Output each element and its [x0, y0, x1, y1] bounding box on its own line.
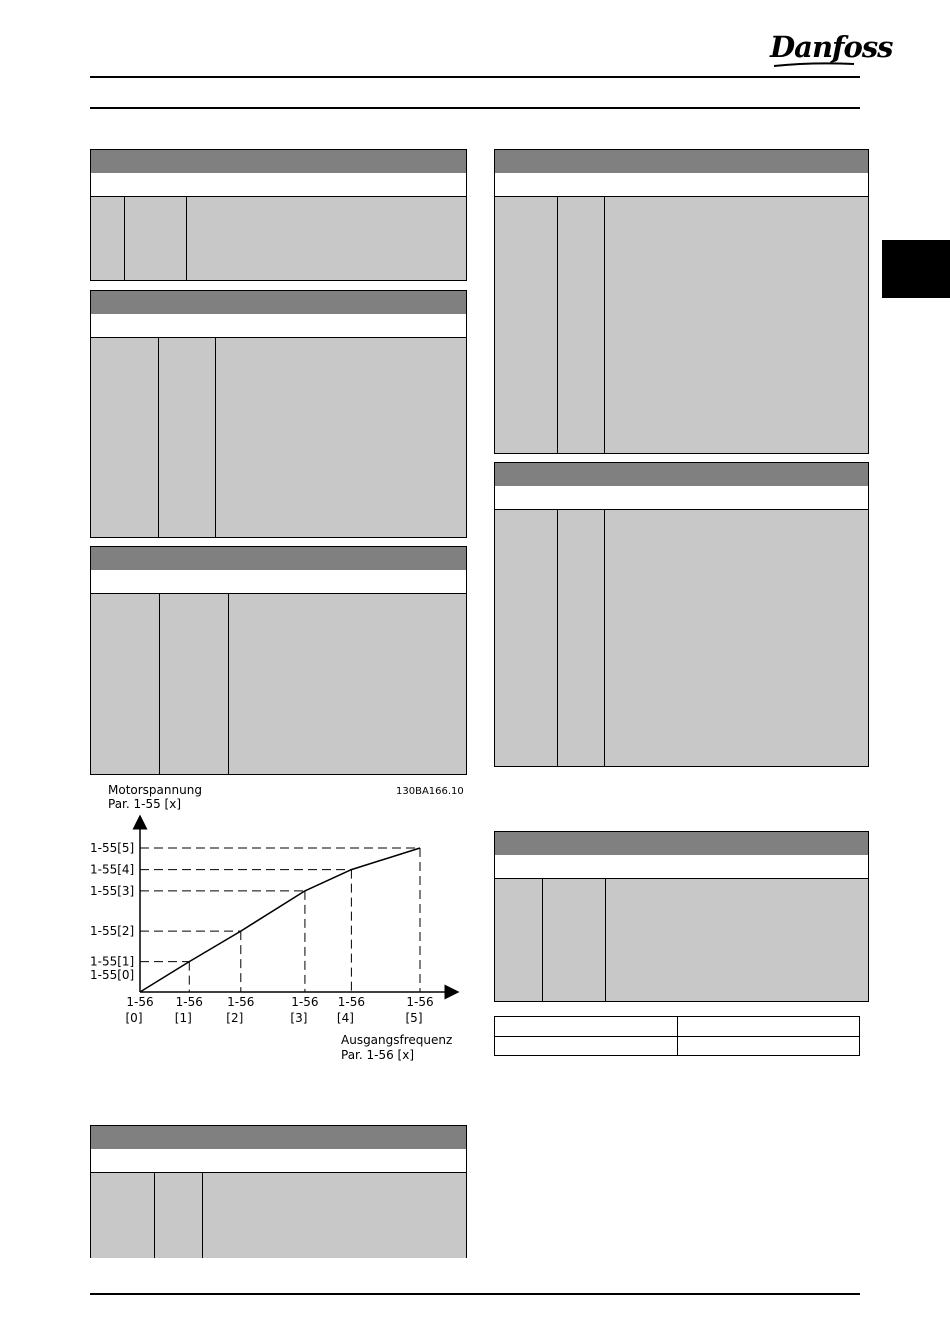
param-table-header	[495, 150, 868, 174]
param-table-header	[91, 150, 466, 174]
x-tick-index-4: [4]	[336, 1011, 354, 1025]
x-tick-index-1: [1]	[174, 1011, 192, 1025]
param-table-body	[91, 594, 466, 774]
column-divider	[124, 197, 125, 280]
param-table-2	[90, 290, 467, 538]
y-axis-label-line1: Motorspannung	[108, 783, 202, 797]
x-tick-index-5: [5]	[405, 1011, 423, 1025]
x-tick-label-0: 1-56	[126, 995, 154, 1009]
param-table-subheader	[91, 1149, 466, 1173]
param-table-subheader	[91, 570, 466, 594]
column-divider	[677, 1017, 678, 1055]
column-divider	[557, 197, 558, 453]
x-tick-label-1: 1-56	[175, 995, 203, 1009]
voltage-frequency-chart	[88, 780, 468, 1070]
param-table-4	[90, 1125, 467, 1258]
param-table-body	[91, 197, 466, 280]
chapter-tab	[882, 240, 950, 298]
y-tick-label-5: 1-55[5]	[90, 841, 135, 855]
x-tick-index-3: [3]	[290, 1011, 308, 1025]
param-table-body	[91, 338, 466, 537]
column-divider	[158, 338, 159, 537]
column-divider	[159, 594, 160, 774]
y-tick-label-2: 1-55[2]	[90, 924, 135, 939]
column-divider	[604, 510, 605, 766]
column-divider	[542, 879, 543, 1001]
column-divider	[186, 197, 187, 280]
param-table-7	[494, 831, 869, 1002]
logo-swoosh-icon	[772, 62, 856, 68]
param-table-6	[494, 462, 869, 767]
header-rule-top	[90, 76, 860, 78]
param-table-1	[90, 149, 467, 281]
param-table-subheader	[91, 314, 466, 338]
param-table-body	[495, 510, 868, 766]
param-table-body	[495, 197, 868, 453]
param-table-header	[495, 832, 868, 856]
param-table-body	[495, 879, 868, 1001]
column-divider	[605, 879, 606, 1001]
x-tick-label-2: 1-56	[227, 995, 255, 1009]
y-tick-label-1: 1-55[1]	[90, 954, 135, 969]
x-tick-label-3: 1-56	[291, 995, 319, 1009]
y-axis-label-line2: Par. 1-55 [x]	[108, 797, 182, 811]
footer-rule	[90, 1293, 860, 1295]
danfoss-logo: Danfoss	[770, 30, 893, 64]
param-table-subheader	[495, 486, 868, 510]
y-tick-label-4: 1-55[4]	[90, 862, 135, 877]
x-tick-index-2: [2]	[226, 1011, 244, 1025]
param-table-subheader	[495, 173, 868, 197]
param-table-5	[494, 149, 869, 454]
param-table-header	[495, 463, 868, 487]
param-table-subheader	[495, 855, 868, 879]
column-divider	[228, 594, 229, 774]
x-tick-label-5: 1-56	[406, 995, 434, 1009]
x-tick-index-0: [0]	[125, 1011, 143, 1025]
x-tick-label-4: 1-56	[337, 995, 366, 1009]
param-table-3	[90, 546, 467, 775]
header-rule-bottom	[90, 107, 860, 109]
param-table-body	[91, 1173, 466, 1258]
y-tick-label-3: 1-55[3]	[90, 883, 135, 898]
x-axis-label-line2: Par. 1-56 [x]	[341, 1048, 415, 1062]
column-divider	[202, 1173, 203, 1258]
column-divider	[154, 1173, 155, 1258]
x-axis-label-line1: Ausgangsfrequenz	[341, 1033, 453, 1047]
param-table-subheader	[91, 173, 466, 197]
param-table-header	[91, 547, 466, 571]
y-tick-label-0: 1-55[0]	[90, 968, 135, 982]
column-divider	[604, 197, 605, 453]
option-table	[494, 1016, 860, 1056]
column-divider	[215, 338, 216, 537]
param-table-header	[91, 291, 466, 315]
param-table-header	[91, 1126, 466, 1150]
column-divider	[557, 510, 558, 766]
figure-id: 130BA166.10	[396, 786, 464, 797]
